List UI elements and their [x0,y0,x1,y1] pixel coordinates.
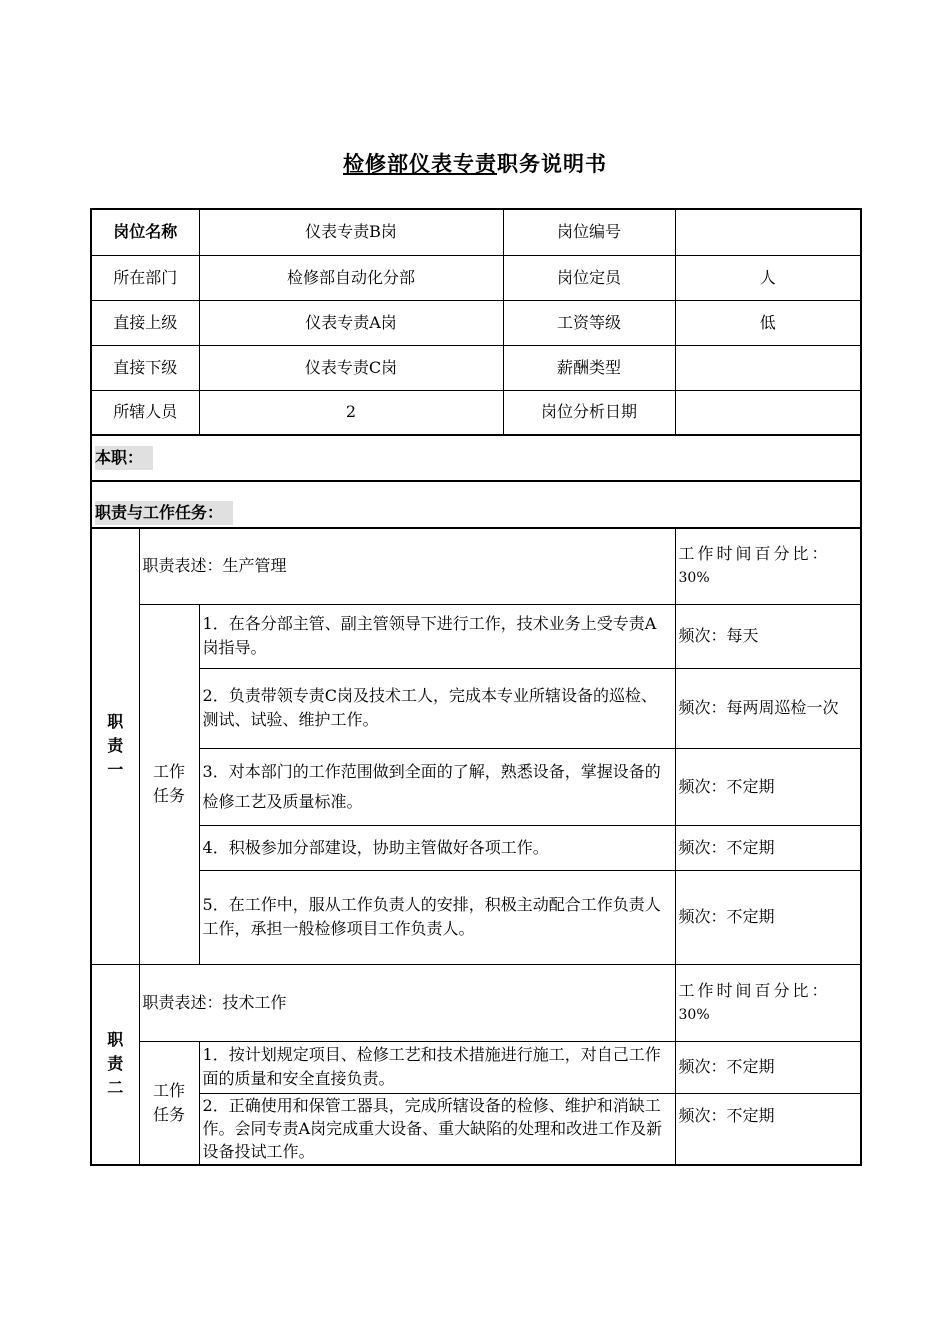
duty1-task-row [91,748,861,825]
duty2-task-freq: 频次：不定期 [675,1041,861,1093]
duty1-task-text: 4．积极参加分部建设，协助主管做好各项工作。 [199,825,675,870]
title-underlined: 检修部仪表专责 [343,152,497,176]
duty1-task-freq: 频次：不定期 [675,870,861,964]
info-label: 直接下级 [91,345,199,390]
duty1-description: 职责表述：生产管理 [139,528,675,604]
duty1-task-text: 1．在各分部主管、副主管领导下进行工作，技术业务上受专责A岗指导。 [199,604,675,668]
duty1-task-freq: 频次：不定期 [675,748,861,825]
duties-heading: 职责与工作任务： [95,501,233,525]
info-row [91,255,861,300]
duty2-task-row [91,1093,861,1165]
info-value: 仪表专责B岗 [199,209,503,255]
info-row [91,390,861,435]
info-row [91,300,861,345]
info-value [675,345,861,390]
duty2-task-text: 1．按计划规定项目、检修工艺和技术措施进行施工，对自己工作面的质量和安全直接负责。 [199,1041,675,1093]
duty1-task-row [91,825,861,870]
info-value [675,209,861,255]
info-value [675,390,861,435]
duty1-task-row [91,668,861,748]
info-value: 仪表专责A岗 [199,300,503,345]
duty1-task-text: 3．对本部门的工作范围做到全面的了解，熟悉设备，掌握设备的检修工艺及质量标准。 [199,748,675,825]
duties-heading-row [91,481,861,528]
job-description-table [90,208,862,1166]
duty1-char: 职 [107,712,124,732]
duty1-task-row [91,604,861,668]
task-label-line: 任务 [153,786,186,805]
info-label: 岗位名称 [91,209,199,255]
duty1-char: 责 [107,736,124,756]
info-label: 薪酬类型 [503,345,675,390]
duty1-char: 一 [107,760,124,780]
task-label-line: 工作 [153,762,186,781]
duty1-vertical-label [91,528,139,964]
info-value: 仪表专责C岗 [199,345,503,390]
duty2-char: 二 [107,1078,124,1098]
duty1-task-label [139,604,199,964]
duty1-task-freq: 频次：每天 [675,604,861,668]
duty2-char: 责 [107,1054,124,1074]
info-label: 岗位编号 [503,209,675,255]
duty1-task-freq: 频次：每两周巡检一次 [675,668,861,748]
duty2-description-row [91,964,861,1041]
duty2-percent-label: 工作时间百分比： [678,980,831,1000]
duty2-percent [675,964,861,1041]
duty2-task-label [139,1041,199,1165]
duty1-task-freq: 频次：不定期 [675,825,861,870]
task-label-line: 任务 [153,1104,186,1124]
benzhi-label: 本职： [95,446,153,470]
info-value: 2 [199,390,503,435]
info-label: 所在部门 [91,255,199,300]
benzhi-cell [91,435,861,481]
duty1-percent-value: 30% [678,570,710,587]
duty2-task-freq: 频次：不定期 [675,1093,861,1165]
duty2-description: 职责表述：技术工作 [139,964,675,1041]
duty2-char: 职 [107,1030,124,1050]
duty1-task-text: 2．负责带领专责C岗及技术工人，完成本专业所辖设备的巡检、测试、试验、维护工作。 [199,668,675,748]
info-label: 工资等级 [503,300,675,345]
duty1-task-row [91,870,861,964]
info-label: 岗位定员 [503,255,675,300]
benzhi-row [91,435,861,481]
title-rest: 职务说明书 [497,152,607,176]
duty1-percent [675,528,861,604]
info-label: 所辖人员 [91,390,199,435]
info-label: 岗位分析日期 [503,390,675,435]
duty1-task-text: 5．在工作中，服从工作负责人的安排，积极主动配合工作负责人工作，承担一般检修项目工作负责人。 [199,870,675,964]
duty1-description-row [91,528,861,604]
duties-heading-cell [91,481,861,528]
info-row [91,209,861,255]
duty2-percent-value: 30% [678,1006,710,1023]
info-label: 直接上级 [91,300,199,345]
task-label-line: 工作 [153,1080,186,1100]
info-value: 检修部自动化分部 [199,255,503,300]
document-title-wrap [0,148,950,178]
info-row [91,345,861,390]
duty1-percent-label: 工作时间百分比： [678,544,831,564]
info-value: 低 [675,300,861,345]
duty2-task-row [91,1041,861,1093]
info-value: 人 [675,255,861,300]
duty2-task-text: 2．正确使用和保管工器具，完成所辖设备的检修、维护和消缺工作。会同专责A岗完成重大设备、重大缺陷的处理和改进工作及新设备投试工作。 [199,1093,675,1165]
document-title [343,152,607,176]
duty2-vertical-label [91,964,139,1165]
